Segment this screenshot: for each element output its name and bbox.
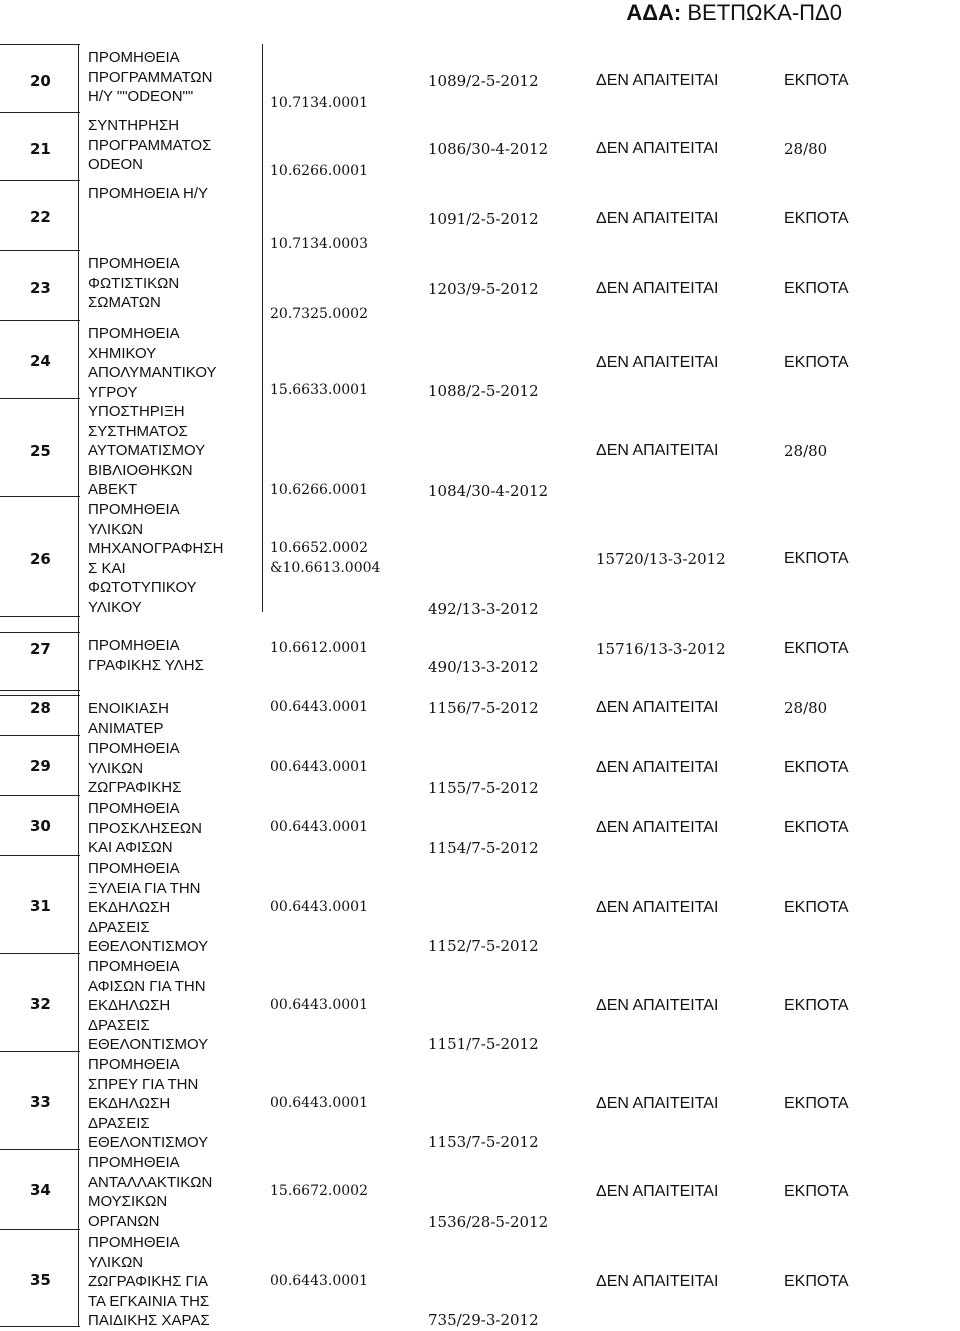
- table-row: [0, 398, 960, 500]
- protocol-number: 1091/2-5-2012: [428, 210, 539, 228]
- row-number: 21: [30, 140, 51, 158]
- description-line: ΕΘΕΛΟΝΤΙΣΜΟΥ: [88, 938, 209, 955]
- description-line: ΔΡΑΣΕΙΣ: [88, 918, 150, 936]
- row-divider: [0, 632, 80, 633]
- table-row: [0, 632, 960, 690]
- description-line: ΠΡΟΜΗΘΕΙΑ: [88, 637, 180, 654]
- description-line: ΠΡΟΜΗΘΕΙΑ: [88, 1056, 180, 1073]
- approval-field: ΔΕΝ ΑΠΑΙΤΕΙΤΑΙ: [596, 1273, 719, 1290]
- budget-code: 15.6672.0002: [270, 1183, 368, 1199]
- table-row: [0, 496, 960, 616]
- table-row: [0, 855, 960, 953]
- row-number: 27: [30, 640, 51, 658]
- status-field: ΕΚΠΟΤΑ: [784, 640, 849, 657]
- row-description: [88, 48, 212, 107]
- description-line: ΚΑΙ ΑΦΙΣΩΝ: [88, 839, 173, 856]
- protocol-number: 1155/7-5-2012: [428, 779, 539, 797]
- row-number: 28: [30, 699, 51, 717]
- status-field: 28/80: [784, 442, 828, 460]
- approval-field: ΔΕΝ ΑΠΑΙΤΕΙΤΑΙ: [596, 140, 719, 157]
- approval-field: ΔΕΝ ΑΠΑΙΤΕΙΤΑΙ: [596, 1183, 719, 1200]
- table-row: [0, 250, 960, 320]
- protocol-number: 1088/2-5-2012: [428, 382, 539, 400]
- protocol-number: 1153/7-5-2012: [428, 1133, 539, 1151]
- row-divider: [0, 1149, 80, 1150]
- budget-code: 00.6443.0001: [270, 1273, 368, 1289]
- description-line: ΧΗΜΙΚΟΥ: [88, 344, 157, 362]
- description-line: ΠΡΟΜΗΘΕΙΑ: [88, 1234, 180, 1251]
- description-line: ΠΡΟΓΡΑΜΜΑΤΩΝ: [88, 68, 213, 86]
- row-divider: [0, 320, 80, 321]
- row-divider: [0, 855, 80, 856]
- status-field: 28/80: [784, 140, 828, 158]
- budget-code: 00.6443.0001: [270, 819, 368, 835]
- status-field: ΕΚΠΟΤΑ: [784, 1183, 849, 1200]
- approval-field: ΔΕΝ ΑΠΑΙΤΕΙΤΑΙ: [596, 354, 719, 371]
- budget-code-secondary: &10.6613.0004: [270, 560, 381, 576]
- description-line: ΥΓΡΟΥ: [88, 383, 138, 401]
- table-row: [0, 953, 960, 1051]
- description-line: ΔΡΑΣΕΙΣ: [88, 1114, 150, 1132]
- row-description: [88, 1153, 212, 1231]
- budget-code: 10.6266.0001: [270, 482, 368, 498]
- status-field: ΕΚΠΟΤΑ: [784, 354, 849, 371]
- row-number: 33: [30, 1093, 51, 1111]
- description-line: ΔΡΑΣΕΙΣ: [88, 1016, 150, 1034]
- budget-code: 00.6443.0001: [270, 997, 368, 1013]
- row-number: 35: [30, 1271, 51, 1289]
- description-line: ΥΛΙΚΟΥ: [88, 598, 142, 616]
- description-line: ΠΡΟΜΗΘΕΙΑ: [88, 958, 180, 975]
- table-row: [0, 795, 960, 855]
- budget-code: 10.7134.0001: [270, 95, 368, 111]
- approval-field: 15716/13-3-2012: [596, 640, 726, 658]
- description-line: ΦΩΤΟΤΥΠΙΚΟΥ: [88, 579, 197, 596]
- ada-header: [626, 0, 842, 26]
- description-line: ΥΛΙΚΩΝ: [88, 1253, 144, 1271]
- row-number: 22: [30, 208, 51, 226]
- status-field: ΕΚΠΟΤΑ: [784, 1273, 849, 1290]
- description-line: ΕΘΕΛΟΝΤΙΣΜΟΥ: [88, 1134, 209, 1151]
- description-line: ΣΠΡΕΥ ΓΙΑ ΤΗΝ: [88, 1075, 199, 1093]
- row-divider: [0, 180, 80, 181]
- description-line: ΖΩΓΡΑΦΙΚΗΣ ΓΙΑ: [88, 1273, 208, 1290]
- description-line: ΜΗΧΑΝΟΓΡΑΦΗΣΗ: [88, 540, 224, 557]
- description-line: ΠΡΟΜΗΘΕΙΑ: [88, 800, 180, 817]
- description-line: ΕΚΔΗΛΩΣΗ: [88, 997, 171, 1014]
- status-field: ΕΚΠΟΤΑ: [784, 210, 849, 227]
- description-line: ΞΥΛΕΙΑ ΓΙΑ ΤΗΝ: [88, 879, 201, 897]
- description-line: ΠΡΟΜΗΘΕΙΑ: [88, 501, 180, 518]
- description-line: ΠΡΟΜΗΘΕΙΑ: [88, 860, 180, 877]
- description-line: ΣΥΝΤΗΡΗΣΗ: [88, 117, 180, 134]
- description-line: ΠΡΟΜΗΘΕΙΑ: [88, 740, 180, 757]
- description-line: ΑΥΤΟΜΑΤΙΣΜΟΥ: [88, 442, 206, 459]
- description-line: ΑΠΟΛΥΜΑΝΤΙΚΟΥ: [88, 364, 217, 381]
- description-line: Σ ΚΑΙ: [88, 559, 126, 577]
- budget-code: 10.7134.0003: [270, 236, 368, 252]
- table-row: [0, 1229, 960, 1327]
- budget-code: 00.6443.0001: [270, 899, 368, 915]
- protocol-number: 1154/7-5-2012: [428, 839, 539, 857]
- description-line: ΕΝΟΙΚΙΑΣΗ: [88, 700, 169, 717]
- row-divider: [0, 695, 80, 696]
- protocol-number: 490/13-3-2012: [428, 658, 539, 676]
- description-line: ΕΘΕΛΟΝΤΙΣΜΟΥ: [88, 1036, 209, 1053]
- approval-field: ΔΕΝ ΑΠΑΙΤΕΙΤΑΙ: [596, 1095, 719, 1112]
- budget-code: 00.6443.0001: [270, 699, 368, 715]
- table-row: [0, 1149, 960, 1229]
- table-row: [0, 695, 960, 735]
- budget-code: 10.6266.0001: [270, 163, 368, 179]
- table-row: [0, 180, 960, 250]
- table-row: [0, 735, 960, 795]
- row-divider: [0, 398, 80, 399]
- description-line: ΣΩΜΑΤΩΝ: [88, 294, 161, 311]
- approval-field: ΔΕΝ ΑΠΑΙΤΕΙΤΑΙ: [596, 899, 719, 916]
- protocol-number: 1086/30-4-2012: [428, 140, 549, 158]
- description-line: ΤΑ ΕΓΚΑΙΝΙΑ ΤΗΣ: [88, 1292, 210, 1310]
- table-row: [0, 112, 960, 180]
- description-line: ΦΩΤΙΣΤΙΚΩΝ: [88, 274, 180, 292]
- protocol-number: 492/13-3-2012: [428, 600, 539, 618]
- row-description: [88, 500, 223, 617]
- description-line: ΕΚΔΗΛΩΣΗ: [88, 899, 171, 916]
- description-line: ΥΠΟΣΤΗΡΙΞΗ: [88, 403, 185, 420]
- row-number: 25: [30, 442, 51, 460]
- description-line: ΑΝΤΑΛΛΑΚΤΙΚΩΝ: [88, 1173, 213, 1191]
- budget-code: 00.6443.0001: [270, 1095, 368, 1111]
- approval-field: ΔΕΝ ΑΠΑΙΤΕΙΤΑΙ: [596, 759, 719, 776]
- status-field: 28/80: [784, 699, 828, 717]
- status-field: ΕΚΠΟΤΑ: [784, 1095, 849, 1112]
- row-description: [88, 324, 217, 402]
- approval-field: ΔΕΝ ΑΠΑΙΤΕΙΤΑΙ: [596, 997, 719, 1014]
- row-description: [88, 799, 202, 858]
- row-divider: [0, 616, 80, 617]
- status-field: ΕΚΠΟΤΑ: [784, 759, 849, 776]
- description-line: ΟΡΓΑΝΩΝ: [88, 1212, 160, 1230]
- description-line: ΠΡΟΜΗΘΕΙΑ: [88, 325, 180, 342]
- description-line: ΠΡΟΓΡΑΜΜΑΤΟΣ: [88, 136, 212, 154]
- approval-field: ΔΕΝ ΑΠΑΙΤΕΙΤΑΙ: [596, 819, 719, 836]
- row-description: [88, 739, 181, 798]
- description-line: ΒΙΒΛΙΟΘΗΚΩΝ: [88, 461, 193, 479]
- row-description: [88, 1055, 208, 1153]
- row-description: [88, 699, 169, 738]
- status-field: ΕΚΠΟΤΑ: [784, 280, 849, 297]
- protocol-number: 1156/7-5-2012: [428, 699, 539, 717]
- description-line: ΠΡΟΜΗΘΕΙΑ Η/Υ: [88, 185, 209, 202]
- table-row: [0, 320, 960, 401]
- row-number: 23: [30, 279, 51, 297]
- row-description: [88, 184, 208, 204]
- description-line: ΖΩΓΡΑΦΙΚΗΣ: [88, 779, 182, 796]
- description-line: ΑΒΕΚΤ: [88, 481, 138, 498]
- row-description: [88, 116, 211, 175]
- row-divider: [0, 44, 80, 45]
- protocol-number: 1089/2-5-2012: [428, 72, 539, 90]
- row-number: 32: [30, 995, 51, 1013]
- status-field: ΕΚΠΟΤΑ: [784, 550, 849, 567]
- table-row: [0, 1051, 960, 1149]
- protocol-number: 1203/9-5-2012: [428, 280, 539, 298]
- status-field: ΕΚΠΟΤΑ: [784, 899, 849, 916]
- approval-field: ΔΕΝ ΑΠΑΙΤΕΙΤΑΙ: [596, 280, 719, 297]
- status-field: ΕΚΠΟΤΑ: [784, 72, 849, 89]
- budget-code: 10.6612.0001: [270, 640, 368, 656]
- table-row: [0, 44, 960, 112]
- row-divider: [0, 735, 80, 736]
- status-field: ΕΚΠΟΤΑ: [784, 819, 849, 836]
- description-line: ΜΟΥΣΙΚΩΝ: [88, 1193, 168, 1210]
- row-divider: [0, 1051, 80, 1052]
- row-description: [88, 636, 204, 675]
- row-divider: [0, 1229, 80, 1230]
- description-line: ΑΦΙΣΩΝ ΓΙΑ ΤΗΝ: [88, 977, 206, 995]
- protocol-number: 1084/30-4-2012: [428, 482, 549, 500]
- status-field: ΕΚΠΟΤΑ: [784, 997, 849, 1014]
- row-divider: [0, 112, 80, 113]
- ada-code: ΒΕΤΠΩΚΑ-ΠΔ0: [687, 0, 842, 25]
- row-description: [88, 402, 205, 500]
- row-number: 20: [30, 72, 51, 90]
- budget-code: 10.6652.0002: [270, 540, 368, 556]
- row-divider: [0, 953, 80, 954]
- approval-field: ΔΕΝ ΑΠΑΙΤΕΙΤΑΙ: [596, 442, 719, 459]
- row-number: 29: [30, 757, 51, 775]
- budget-code: 20.7325.0002: [270, 306, 368, 322]
- description-line: ΣΥΣΤΗΜΑΤΟΣ: [88, 422, 188, 440]
- protocol-number: 1151/7-5-2012: [428, 1035, 539, 1053]
- row-description: [88, 1233, 210, 1331]
- description-line: ΠΡΟΜΗΘΕΙΑ: [88, 1154, 180, 1171]
- budget-code: 15.6633.0001: [270, 382, 368, 398]
- budget-code: 00.6443.0001: [270, 759, 368, 775]
- row-number: 24: [30, 352, 51, 370]
- description-line: ΠΡΟΜΗΘΕΙΑ: [88, 49, 180, 66]
- row-description: [88, 859, 208, 957]
- row-divider: [0, 795, 80, 796]
- approval-field: ΔΕΝ ΑΠΑΙΤΕΙΤΑΙ: [596, 210, 719, 227]
- row-divider: [0, 250, 80, 251]
- description-line: ΥΛΙΚΩΝ: [88, 520, 144, 538]
- row-number: 26: [30, 550, 51, 568]
- description-line: ΓΡΑΦΙΚΗΣ ΥΛΗΣ: [88, 656, 204, 674]
- ada-prefix: ΑΔΑ:: [626, 0, 682, 25]
- row-divider: [0, 690, 80, 691]
- description-line: ODEON: [88, 156, 144, 173]
- row-number: 30: [30, 817, 51, 835]
- protocol-number: 1536/28-5-2012: [428, 1213, 549, 1231]
- description-line: ΥΛΙΚΩΝ: [88, 759, 144, 777]
- approval-field: 15720/13-3-2012: [596, 550, 726, 568]
- description-line: ΕΚΔΗΛΩΣΗ: [88, 1095, 171, 1112]
- protocol-number: 1152/7-5-2012: [428, 937, 539, 955]
- approval-field: ΔΕΝ ΑΠΑΙΤΕΙΤΑΙ: [596, 699, 719, 716]
- row-number: 34: [30, 1181, 51, 1199]
- row-description: [88, 957, 208, 1055]
- description-line: Η/Υ ""ODEON"": [88, 88, 194, 105]
- description-line: ΠΡΟΜΗΘΕΙΑ: [88, 255, 180, 272]
- row-number: 31: [30, 897, 51, 915]
- approval-field: ΔΕΝ ΑΠΑΙΤΕΙΤΑΙ: [596, 72, 719, 89]
- protocol-number: 735/29-3-2012: [428, 1311, 539, 1329]
- description-line: ΠΑΙΔΙΚΗΣ ΧΑΡΑΣ: [88, 1312, 210, 1329]
- description-line: ΠΡΟΣΚΛΗΣΕΩΝ: [88, 819, 202, 837]
- row-divider: [0, 496, 80, 497]
- row-description: [88, 254, 180, 313]
- description-line: ΑΝΙΜΑΤΕΡ: [88, 719, 164, 737]
